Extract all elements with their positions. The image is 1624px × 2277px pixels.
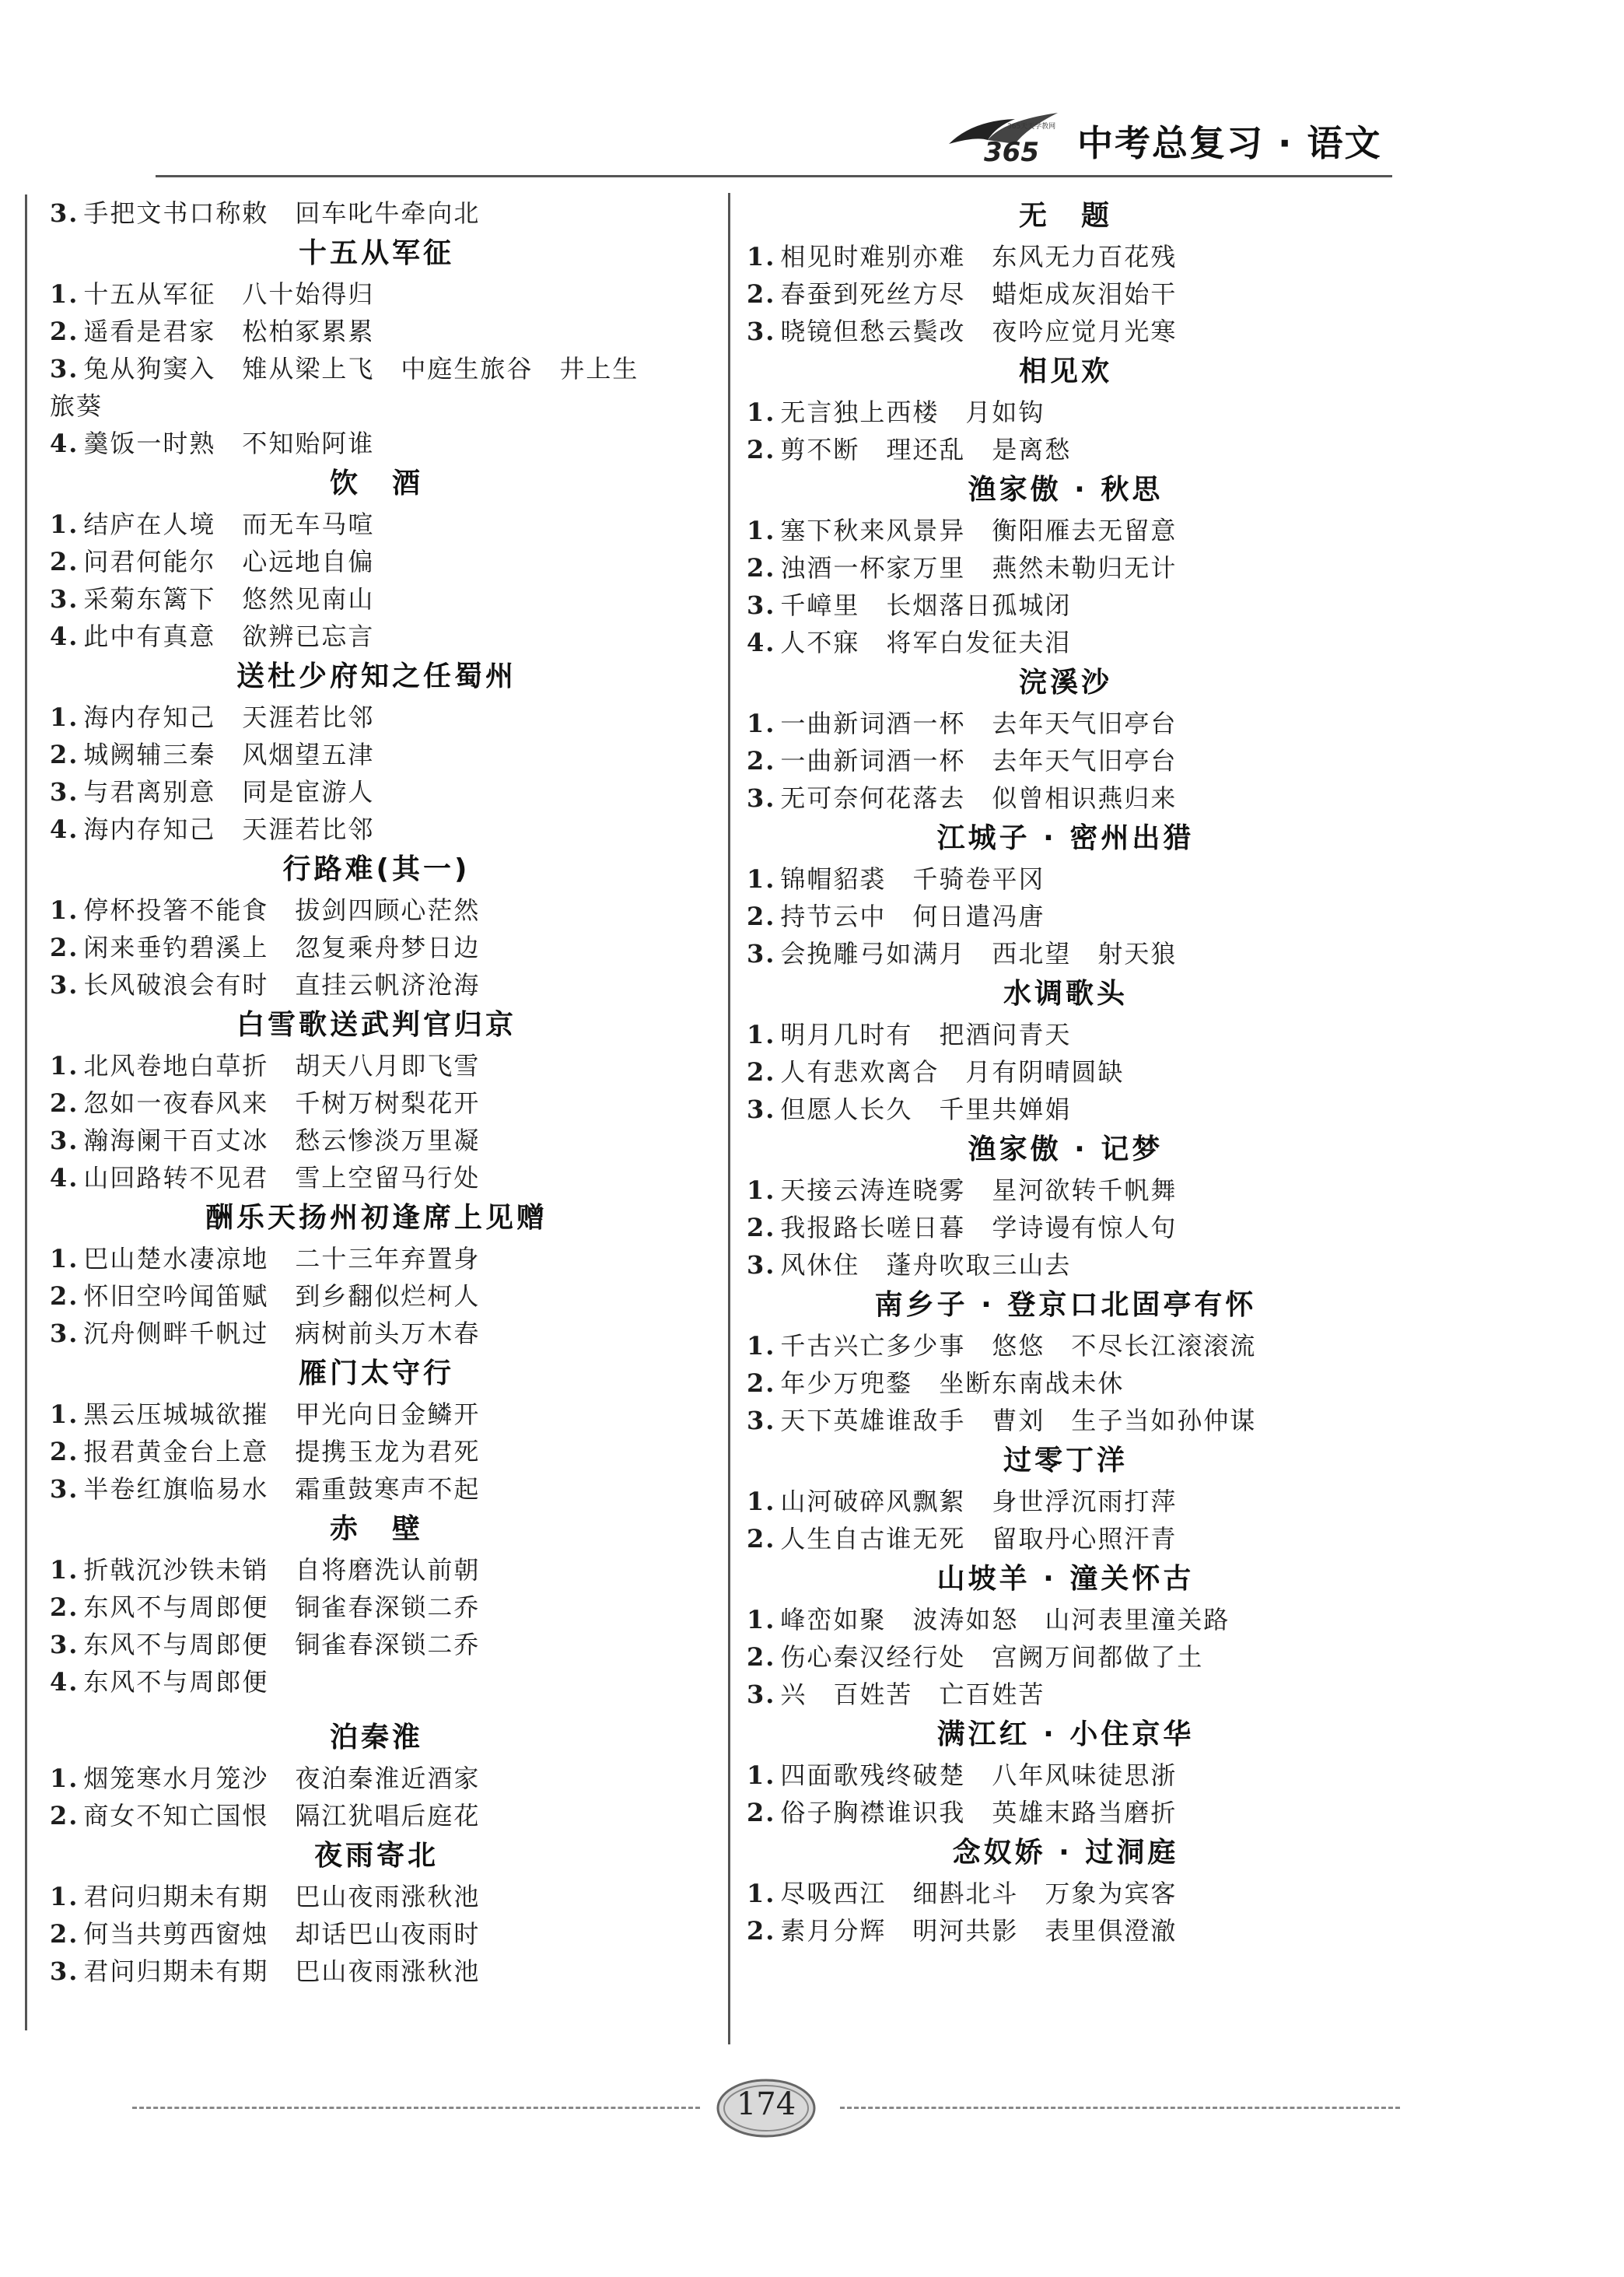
answer-line bbox=[747, 1520, 1384, 1557]
logo-small-text: 365天天学教网 bbox=[1007, 123, 1056, 131]
answer-text: 风休住 蓬舟吹取三山去 bbox=[780, 1250, 1072, 1280]
item-number: 3. bbox=[50, 198, 79, 228]
answer-line bbox=[50, 313, 703, 350]
answer-text: 会挽雕弓如满月 西北望 射天狼 bbox=[780, 939, 1178, 969]
answer-text: 年少万兜鍪 坐断东南战未休 bbox=[780, 1368, 1125, 1398]
item-number: 2. bbox=[50, 1088, 79, 1118]
answer-line bbox=[50, 1915, 703, 1953]
item-number: 2. bbox=[747, 1524, 776, 1554]
answer-text: 君问归期未有期 巴山夜雨涨秋池 bbox=[83, 1956, 481, 1986]
poem-title: 酬乐天扬州初逢席上见赠 bbox=[205, 1202, 548, 1234]
answer-text: 烟笼寒水月笼沙 夜泊秦淮近酒家 bbox=[83, 1764, 481, 1793]
item-number: 1. bbox=[747, 242, 776, 271]
answer-text: 折戟沉沙铁未销 自将磨洗认前朝 bbox=[83, 1555, 481, 1585]
item-number: 3. bbox=[747, 783, 776, 813]
page-header bbox=[0, 0, 1624, 187]
item-number: 3. bbox=[747, 1095, 776, 1124]
answer-text: 巴山楚水凄凉地 二十三年弃置身 bbox=[83, 1244, 481, 1273]
answer-text: 四面歌残终破楚 八年风味徒思浙 bbox=[780, 1760, 1178, 1790]
answer-text: 东风不与周郎便 bbox=[83, 1667, 269, 1697]
item-number: 1. bbox=[747, 1760, 776, 1790]
answer-line bbox=[747, 1601, 1384, 1638]
answer-text: 春蚕到死丝方尽 蜡炬成灰泪始干 bbox=[780, 279, 1178, 309]
answer-text: 无可奈何花落去 似曾相识燕归来 bbox=[780, 783, 1178, 813]
answer-line bbox=[747, 1757, 1384, 1794]
poem-title: 念奴娇 · 过洞庭 bbox=[952, 1837, 1179, 1869]
answer-text: 羹饭一时熟 不知贻阿谁 bbox=[83, 429, 375, 458]
left-column bbox=[50, 194, 703, 1990]
answer-line bbox=[50, 1953, 703, 1990]
answer-line bbox=[50, 1760, 703, 1797]
poem-title: 渔家傲 · 秋思 bbox=[968, 474, 1164, 506]
item-number: 1. bbox=[50, 1764, 79, 1793]
answer-text: 浊酒一杯家万里 燕然未勒归无计 bbox=[780, 553, 1178, 583]
item-number: 2. bbox=[747, 553, 776, 583]
item-number: 1. bbox=[747, 709, 776, 738]
answer-text: 兴 百姓苦 亡百姓苦 bbox=[780, 1680, 1045, 1709]
answer-text: 人不寐 将军白发征夫泪 bbox=[780, 628, 1072, 657]
answer-text: 沉舟侧畔千帆过 病树前头万木春 bbox=[83, 1319, 481, 1348]
answer-text: 天接云涛连晓雾 星河欲转千帆舞 bbox=[780, 1175, 1178, 1205]
item-number: 2. bbox=[50, 1592, 79, 1622]
answer-line bbox=[50, 1240, 703, 1277]
answer-text: 天下英雄谁敌手 曹刘 生子当如孙仲谋 bbox=[780, 1406, 1257, 1435]
answer-text: 相见时难别亦难 东风无力百花残 bbox=[780, 242, 1178, 271]
answer-text: 手把文书口称敕 回车叱牛牵向北 bbox=[83, 198, 481, 228]
answer-line bbox=[50, 1159, 703, 1196]
poem-title: 雁门太守行 bbox=[298, 1357, 454, 1389]
item-number: 3. bbox=[747, 590, 776, 620]
answer-text: 塞下秋来风景异 衡阳雁去无留意 bbox=[780, 516, 1178, 545]
answer-line bbox=[747, 313, 1384, 350]
answer-text: 俗子胸襟谁识我 英雄末路当磨折 bbox=[780, 1798, 1178, 1827]
answer-line bbox=[747, 1638, 1384, 1676]
poem-title: 十五从军征 bbox=[298, 237, 454, 269]
item-number: 3. bbox=[747, 1250, 776, 1280]
item-number: 4. bbox=[50, 429, 79, 458]
answer-text: 此中有真意 欲辨已忘言 bbox=[83, 622, 375, 651]
item-number: 1. bbox=[747, 1879, 776, 1908]
answer-line bbox=[50, 929, 703, 966]
answer-text: 山回路转不见君 雪上空留马行处 bbox=[83, 1163, 481, 1193]
answer-line bbox=[50, 1277, 703, 1315]
answer-text: 一曲新词酒一杯 去年天气旧亭台 bbox=[780, 709, 1178, 738]
answer-text: 人生自古谁无死 留取丹心照汗青 bbox=[780, 1524, 1178, 1554]
logo-365-icon bbox=[941, 105, 1066, 167]
item-number: 3. bbox=[747, 1680, 776, 1709]
item-number: 1. bbox=[747, 1487, 776, 1516]
answer-line bbox=[747, 1327, 1384, 1364]
spacer bbox=[50, 1701, 703, 1716]
item-number: 4. bbox=[747, 628, 776, 657]
answer-line bbox=[747, 512, 1384, 549]
item-number: 1. bbox=[747, 864, 776, 894]
answer-text: 瀚海阑干百丈冰 愁云惨淡万里凝 bbox=[83, 1126, 481, 1155]
answer-text: 持节云中 何日遣冯唐 bbox=[780, 902, 1045, 931]
poem-title: 渔家傲 · 记梦 bbox=[968, 1133, 1164, 1165]
answer-line bbox=[50, 275, 703, 313]
answer-line bbox=[747, 1091, 1384, 1128]
answer-line bbox=[747, 705, 1384, 742]
item-number: 1. bbox=[747, 1020, 776, 1049]
answer-text: 锦帽貂裘 千骑卷平冈 bbox=[780, 864, 1045, 894]
answer-line bbox=[747, 860, 1384, 898]
answer-line bbox=[747, 1172, 1384, 1209]
item-number: 2. bbox=[747, 1368, 776, 1398]
answer-line bbox=[50, 1797, 703, 1834]
answer-text: 商女不知亡国恨 隔江犹唱后庭花 bbox=[83, 1801, 481, 1830]
item-number: 1. bbox=[747, 1605, 776, 1634]
answer-text: 峰峦如聚 波涛如怒 山河表里潼关路 bbox=[780, 1605, 1230, 1634]
answer-line bbox=[50, 543, 703, 580]
answer-line bbox=[747, 742, 1384, 779]
poem-title: 浣溪沙 bbox=[1018, 667, 1112, 699]
item-number: 3. bbox=[50, 970, 79, 1000]
item-number: 1. bbox=[50, 1555, 79, 1585]
item-number: 1. bbox=[50, 510, 79, 539]
answer-line bbox=[747, 779, 1384, 817]
item-number: 1. bbox=[747, 398, 776, 427]
answer-text: 千嶂里 长烟落日孤城闭 bbox=[780, 590, 1072, 620]
answer-line bbox=[50, 1626, 703, 1663]
answer-line bbox=[747, 549, 1384, 587]
right-column bbox=[747, 194, 1384, 1949]
item-number: 3. bbox=[747, 317, 776, 346]
answer-text: 一曲新词酒一杯 去年天气旧亭台 bbox=[780, 746, 1178, 776]
item-number: 4. bbox=[50, 1667, 79, 1697]
answer-text: 与君离别意 同是宦游人 bbox=[83, 777, 375, 807]
poem-title: 饮 酒 bbox=[329, 468, 423, 499]
header-divider bbox=[156, 175, 1392, 177]
answer-line bbox=[50, 1047, 703, 1084]
item-number: 1. bbox=[50, 1051, 79, 1081]
column-divider bbox=[728, 193, 730, 2044]
item-number: 2. bbox=[50, 740, 79, 769]
answer-line bbox=[747, 431, 1384, 468]
answer-text: 山河破碎风飘絮 身世浮沉雨打萍 bbox=[780, 1487, 1178, 1516]
answer-text: 东风不与周郎便 铜雀春深锁二乔 bbox=[83, 1630, 481, 1659]
item-number: 2. bbox=[50, 1437, 79, 1466]
item-number: 2. bbox=[747, 1798, 776, 1827]
poem-title: 行路难(其一) bbox=[282, 853, 471, 885]
answer-line bbox=[50, 811, 703, 848]
item-number: 2. bbox=[747, 1916, 776, 1946]
answer-text: 人有悲欢离合 月有阴晴圆缺 bbox=[780, 1057, 1125, 1087]
item-number: 2. bbox=[50, 547, 79, 576]
item-number: 3. bbox=[50, 354, 79, 384]
answer-line bbox=[50, 1663, 703, 1701]
answer-line bbox=[747, 1912, 1384, 1949]
item-number: 2. bbox=[747, 902, 776, 931]
answer-text: 尽吸西江 细斟北斗 万象为宾客 bbox=[780, 1879, 1178, 1908]
answer-text: 城阙辅三秦 风烟望五津 bbox=[83, 740, 375, 769]
item-number: 3. bbox=[747, 1406, 776, 1435]
answer-text: 无言独上西楼 月如钩 bbox=[780, 398, 1045, 427]
item-number: 2. bbox=[747, 1642, 776, 1672]
answer-text: 半卷红旗临易水 霜重鼓寒声不起 bbox=[83, 1474, 481, 1504]
answer-text: 东风不与周郎便 铜雀春深锁二乔 bbox=[83, 1592, 481, 1622]
book-title: 中考总复习 · 语文 bbox=[1077, 122, 1382, 164]
answer-text: 停杯投箸不能食 拔剑四顾心茫然 bbox=[83, 895, 481, 925]
poem-title: 过零丁洋 bbox=[1003, 1445, 1128, 1477]
item-number: 3. bbox=[50, 1630, 79, 1659]
answer-line bbox=[50, 736, 703, 773]
item-number: 3. bbox=[50, 1126, 79, 1155]
item-number: 1. bbox=[747, 1175, 776, 1205]
poem-title: 赤 壁 bbox=[329, 1513, 423, 1545]
poem-title: 南乡子 · 登京口北固亭有怀 bbox=[874, 1289, 1257, 1321]
footer-dashed-rule-right bbox=[840, 2107, 1400, 2109]
answer-text: 但愿人长久 千里共婵娟 bbox=[780, 1095, 1072, 1124]
answer-line bbox=[747, 1676, 1384, 1713]
answer-text: 我报路长嗟日暮 学诗谩有惊人句 bbox=[780, 1213, 1178, 1242]
answer-text: 十五从军征 八十始得归 bbox=[83, 279, 375, 309]
answer-line bbox=[747, 1483, 1384, 1520]
answer-text: 采菊东篱下 悠然见南山 bbox=[83, 584, 375, 614]
item-number: 1. bbox=[50, 1882, 79, 1911]
answer-line bbox=[50, 699, 703, 736]
answer-text: 忽如一夜春风来 千树万树梨花开 bbox=[83, 1088, 481, 1118]
poem-title: 山坡羊 · 潼关怀古 bbox=[936, 1563, 1195, 1595]
answer-line bbox=[50, 1315, 703, 1352]
poem-title: 送杜少府知之任蜀州 bbox=[236, 660, 516, 692]
answer-line bbox=[747, 1016, 1384, 1053]
answer-line bbox=[747, 1209, 1384, 1246]
answer-line bbox=[747, 275, 1384, 313]
answer-text: 闲来垂钓碧溪上 忽复乘舟梦日边 bbox=[83, 933, 481, 962]
item-number: 1. bbox=[50, 279, 79, 309]
answer-line bbox=[50, 387, 703, 425]
answer-text: 怀旧空吟闻笛赋 到乡翻似烂柯人 bbox=[83, 1281, 481, 1311]
answer-line bbox=[50, 1433, 703, 1470]
answer-line bbox=[747, 238, 1384, 275]
answer-text: 素月分辉 明河共影 表里俱澄澈 bbox=[780, 1916, 1178, 1946]
item-number: 3. bbox=[50, 1956, 79, 1986]
left-margin-rule bbox=[25, 194, 27, 2030]
poem-title: 江城子 · 密州出猎 bbox=[936, 822, 1195, 854]
item-number: 3. bbox=[50, 777, 79, 807]
answer-text: 黑云压城城欲摧 甲光向日金鳞开 bbox=[83, 1399, 481, 1429]
answer-line bbox=[50, 773, 703, 811]
answer-line bbox=[747, 898, 1384, 935]
poem-title: 夜雨寄北 bbox=[313, 1840, 439, 1872]
poem-title: 满江红 · 小住京华 bbox=[936, 1718, 1195, 1750]
answer-text: 君问归期未有期 巴山夜雨涨秋池 bbox=[83, 1882, 481, 1911]
poem-title: 泊秦淮 bbox=[329, 1722, 423, 1753]
answer-line bbox=[50, 1470, 703, 1508]
answer-line bbox=[747, 935, 1384, 972]
answer-text: 兔从狗窦入 雉从梁上飞 中庭生旅谷 井上生 bbox=[83, 354, 639, 384]
answer-text: 晓镜但愁云鬓改 夜吟应觉月光寒 bbox=[780, 317, 1178, 346]
answer-line bbox=[747, 394, 1384, 431]
answer-text: 结庐在人境 而无车马喧 bbox=[83, 510, 375, 539]
item-number: 4. bbox=[50, 814, 79, 844]
answer-line bbox=[50, 350, 703, 387]
answer-line bbox=[50, 618, 703, 655]
item-number: 4. bbox=[50, 1163, 79, 1193]
item-number: 1. bbox=[747, 1331, 776, 1361]
answer-text: 何当共剪西窗烛 却话巴山夜雨时 bbox=[83, 1919, 481, 1949]
answer-line bbox=[50, 580, 703, 618]
item-number: 1. bbox=[50, 895, 79, 925]
item-number: 2. bbox=[50, 1281, 79, 1311]
logo-number: 365 bbox=[984, 137, 1039, 167]
answer-text: 遥看是君家 松柏冢累累 bbox=[83, 317, 375, 346]
item-number: 2. bbox=[50, 1801, 79, 1830]
answer-line bbox=[747, 1875, 1384, 1912]
footer-dashed-rule-left bbox=[132, 2107, 700, 2109]
item-number: 2. bbox=[747, 746, 776, 776]
item-number: 1. bbox=[50, 1244, 79, 1273]
poem-title: 无 题 bbox=[1018, 200, 1112, 232]
item-number: 2. bbox=[747, 1057, 776, 1087]
answer-text: 报君黄金台上意 提携玉龙为君死 bbox=[83, 1437, 481, 1466]
item-number: 2. bbox=[747, 1213, 776, 1242]
answer-text: 海内存知己 天涯若比邻 bbox=[83, 702, 375, 732]
answer-line bbox=[747, 624, 1384, 661]
answer-text: 长风破浪会有时 直挂云帆济沧海 bbox=[83, 970, 481, 1000]
answer-line bbox=[50, 1551, 703, 1589]
answer-line bbox=[50, 1589, 703, 1626]
item-number: 3. bbox=[50, 584, 79, 614]
answer-line bbox=[50, 1084, 703, 1122]
poem-title: 白雪歌送武判官归京 bbox=[236, 1009, 516, 1041]
poem-title: 水调歌头 bbox=[1003, 978, 1128, 1010]
poem-title: 相见欢 bbox=[1018, 356, 1112, 387]
answer-line bbox=[747, 1246, 1384, 1284]
answer-line bbox=[747, 1364, 1384, 1402]
answer-text: 剪不断 理还乱 是离愁 bbox=[780, 435, 1072, 464]
answer-text: 伤心秦汉经行处 宫阙万间都做了土 bbox=[780, 1642, 1204, 1672]
item-number: 4. bbox=[50, 622, 79, 651]
item-number: 1. bbox=[747, 516, 776, 545]
item-number: 1. bbox=[50, 702, 79, 732]
page-number: 174 bbox=[736, 2086, 796, 2122]
answer-line bbox=[50, 194, 703, 232]
answer-line bbox=[50, 966, 703, 1004]
item-number: 2. bbox=[50, 317, 79, 346]
item-number: 3. bbox=[50, 1319, 79, 1348]
answer-line bbox=[747, 587, 1384, 624]
answer-text: 千古兴亡多少事 悠悠 不尽长江滚滚流 bbox=[780, 1331, 1257, 1361]
answer-line bbox=[50, 1396, 703, 1433]
answer-line bbox=[50, 892, 703, 929]
item-number: 2. bbox=[747, 435, 776, 464]
answer-line bbox=[747, 1402, 1384, 1439]
answer-line bbox=[50, 1122, 703, 1159]
item-number: 3. bbox=[747, 939, 776, 969]
answer-text: 旅葵 bbox=[50, 391, 103, 421]
answer-text: 北风卷地白草折 胡天八月即飞雪 bbox=[83, 1051, 481, 1081]
answer-text: 问君何能尔 心远地自偏 bbox=[83, 547, 375, 576]
answer-line bbox=[50, 425, 703, 462]
answer-line bbox=[747, 1053, 1384, 1091]
item-number: 3. bbox=[50, 1474, 79, 1504]
item-number: 2. bbox=[50, 1919, 79, 1949]
answer-text: 海内存知己 天涯若比邻 bbox=[83, 814, 375, 844]
answer-line bbox=[50, 1878, 703, 1915]
answer-text: 明月几时有 把酒问青天 bbox=[780, 1020, 1072, 1049]
item-number: 1. bbox=[50, 1399, 79, 1429]
item-number: 2. bbox=[747, 279, 776, 309]
answer-line bbox=[50, 506, 703, 543]
answer-line bbox=[747, 1794, 1384, 1831]
item-number: 2. bbox=[50, 933, 79, 962]
